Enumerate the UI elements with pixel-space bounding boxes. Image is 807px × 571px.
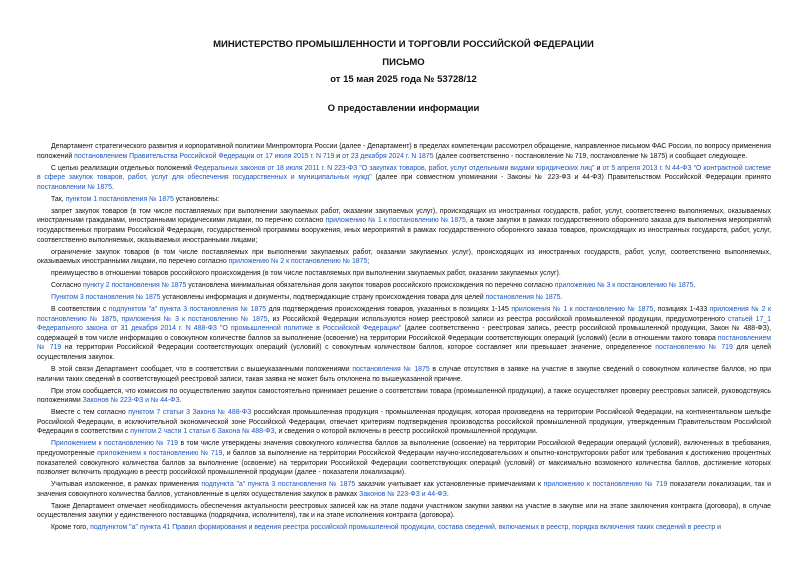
text-fragment: запрет закупок товаров (в том числе поставляемых при выполнении закупаемых работ, оказании закупаемых услуг), происходящих из иностранных государств, работ, услуг, соответственно выполняемых, оказываемых иностранными гражданами, иностранными юридическими лицами, по перечню согласно (37, 207, 771, 225)
text-fragment: на территории Российской Федерации соответствующих операций (условий) с совокупным количеством баллов, которое составляет или превышает значение, определенное (61, 344, 656, 352)
link-resolution-1875-clause-1[interactable]: пунктом 1 постановления № 1875 (65, 195, 174, 203)
paragraph (37, 480, 771, 499)
paragraph (37, 281, 771, 291)
text-fragment: установлены информация и документы, подтверждающие страну происхождения товара для целей (160, 294, 486, 302)
paragraph (37, 523, 771, 533)
text-fragment: заказчик учитывает как установленные примечаниями к (355, 481, 544, 489)
paragraph (37, 195, 771, 205)
ministry-title: МИНИСТЕРСТВО ПРОМЫШЛЕННОСТИ И ТОРГОВЛИ РОССИЙСКОЙ ФЕДЕРАЦИИ (213, 39, 594, 50)
text-fragment: российская промышленная продукция - промышленная продукция, которая произведена на территории Российской Федерации, на континентальном шельфе Российской Федерации, в исключительной экономической зоне Российской Федерации, отвечает критериям подтверждения производства российской промышленной продукции, утвержденным Правительством Российской Федерации в соответствии с (37, 409, 771, 436)
text-fragment: в том числе утверждены значения совокупного количества баллов за выполнение (освоение) на территории Российской Федерации операций (условий), включенных в требования, предусмотренные (37, 440, 771, 457)
link-resolution-1875[interactable]: постановления № 1875 (352, 365, 430, 373)
link-appendix-1[interactable]: приложению № 1 к постановлению № 1875 (325, 217, 466, 225)
text-fragment: . (560, 294, 563, 302)
link-resolution-1875-clause-2[interactable]: пункту 2 постановления № 1875 (83, 282, 187, 290)
link-subclause-a-clause-3[interactable]: подпункта "а" пункта 3 постановления № 1875 (201, 481, 356, 489)
text-fragment: Кроме того, (51, 524, 91, 532)
document-subject: О предоставлении информации (327, 103, 480, 114)
text-fragment: , из Российской Федерации используются номер реестровой записи из реестра российской промышленной продукции, предусмотренного (267, 315, 728, 323)
link-law-44[interactable]: от 5 апреля 2013 г. N 44-ФЗ "О контрактной системе в сфере закупок товаров, работ, услуг для обеспечения государственных и муниципальных нужд" (37, 164, 771, 182)
link-resolution-1875[interactable]: постановлении № 1875 (37, 183, 112, 191)
link-law-488-article-6[interactable]: пунктом 2 части 1 статьи 6 Закона № 488-ФЗ (130, 428, 275, 436)
text-fragment: ограничение закупок товаров (в том числе поставляемых при выполнении закупаемых работ, оказании закупаемых услуг), происходящих из иностранных государств, работ, услуг, соответственно выполняемых, оказываемых иностранными лицами, по перечню согласно (37, 248, 771, 266)
link-appendix-1[interactable]: приложения № 1 к постановлению № 1875 (511, 306, 654, 314)
text-fragment: , позициях 1-433 (653, 306, 710, 314)
paragraph (37, 439, 771, 477)
text-fragment: Также Департамент отмечает необходимость обеспечения актуальности реестровых записей как на этапе подачи участником закупки заявки на участие в закупке или на этапе заключения контракта (договора), в случае осуществления закупки у единственного поставщика (подрядчика, исполнителя), так и на этапе исполнения контракта (договора). (37, 502, 771, 520)
link-resolution-719[interactable]: постановлению № 719 (655, 344, 733, 352)
paragraph (37, 408, 771, 437)
text-fragment: преимущество в отношении товаров российского происхождения (в том числе поставляемых при выполнении закупаемых работ, оказании закупаемых услуг). (51, 270, 561, 278)
link-appendix-3[interactable]: приложения № 3 к постановлению № 1875 (121, 315, 268, 323)
text-fragment: Учитывая изложенное, в рамках применения (51, 481, 202, 489)
link-appendix-719[interactable]: приложению к постановлению № 719 (543, 481, 668, 489)
text-fragment: Согласно (51, 282, 84, 290)
text-fragment: показатели локализации, так и значения совокупного количества баллов, установленные в целях осуществления закупок в рамках (37, 481, 771, 498)
text-fragment: . (179, 397, 182, 405)
link-resolution-1875[interactable]: постановления № 1875 (485, 294, 561, 302)
text-fragment: и (594, 164, 603, 172)
text-fragment: в случае отсутствия в заявке на участие в закупке сведений о совокупном количестве баллов, но при наличии таких сведений в соответствующей реестровой записи, такая заявка не может быть отклонена по вышеуказанной причине. (37, 365, 771, 383)
text-fragment: (далее соответственно - постановление № 719, постановление № 1875) и сообщает следующее. (433, 152, 748, 160)
text-fragment: Департамент стратегического развития и корпоративной политики Минпромторга России (далее - Департамент) в пределах компетенции рассмотрел обращение, направленное письмом ФАС России, по вопросу применения положений (37, 143, 771, 160)
link-appendix-2[interactable]: приложению № 2 к постановлению № 1875 (228, 258, 368, 266)
paragraph (37, 305, 771, 363)
text-fragment: установлена минимальная обязательная доля закупок товаров российского происхождения по перечню согласно (186, 282, 555, 290)
text-fragment: В этой связи Департамент сообщает, что в соответствии с вышеуказанными положениями (51, 365, 353, 373)
link-laws-223-44[interactable]: Законов № 223-ФЗ и № 44-ФЗ (82, 397, 180, 405)
text-fragment: ; (367, 258, 370, 266)
text-fragment: установлены: (173, 195, 220, 203)
paragraph (37, 269, 771, 279)
link-registry-rules-clause-41[interactable]: подпунктом "а" пункта 41 Правил формирования и ведения реестра российской промышленной продукции, состава сведений, включаемых в реестр, порядка включения таких сведений в реестр и (90, 524, 722, 532)
link-appendix-719[interactable]: приложением к постановлению № 719 (97, 449, 223, 457)
document-type: ПИСЬМО (382, 57, 425, 68)
link-law-488-clause-7[interactable]: пунктом 7 статьи 3 Закона № 488-ФЗ (128, 409, 252, 417)
text-fragment: (далее соответственно - реестровая запись, реестр российской промышленной продукции, Закон № 488-ФЗ), содержащей в том числе информацию о совокупном количестве баллов за выполнение (освоение) на территории Российской Федерации соответствующих операций (условий) (если в отношении такого товара (37, 325, 771, 342)
paragraph (37, 207, 771, 245)
paragraph (37, 164, 771, 193)
paragraph (37, 365, 771, 384)
link-appendix-719[interactable]: Приложением к постановлению № 719 (51, 440, 179, 448)
text-fragment: Вместе с тем согласно (51, 409, 129, 417)
text-fragment: Так, (51, 195, 66, 203)
text-fragment: . (693, 282, 696, 290)
text-fragment: для целей осуществления закупок. (37, 344, 771, 361)
paragraph (37, 293, 771, 303)
link-laws-223-44[interactable]: Законов № 223-ФЗ и 44-ФЗ (359, 490, 447, 498)
link-resolution-719[interactable]: постановлением № 719 (37, 334, 771, 352)
link-resolution-1875[interactable]: от 23 декабря 2024 г. N 1875 (342, 152, 434, 160)
text-fragment: . (111, 183, 114, 191)
text-fragment: С целью реализации отдельных положений (51, 164, 194, 172)
link-resolution-719[interactable]: постановлением Правительства Российской Федерации от 17 июля 2015 г. N 719 (74, 152, 335, 160)
document-body (37, 142, 771, 535)
text-fragment: (далее при совместном упоминании - Законы № 223-ФЗ и 44-ФЗ) Правительством Российской Федерации принято (371, 174, 771, 182)
text-fragment: . (446, 490, 449, 498)
link-resolution-1875-clause-3[interactable]: Пунктом 3 постановления № 1875 (51, 294, 161, 302)
link-law-488-article-17-1[interactable]: статьей 17_1 Федерального закона от 31 декабря 2014 г. N 488-ФЗ "О промышленной политике в Российской Федерации" (37, 315, 771, 333)
text-fragment: , а также закупки в рамках государственного оборонного заказа для выполнения мероприятий государственных программ Российской Федерации, государственной программы вооружения, иных мероприятий в рамках государственного оборонного заказа товаров, происходящих из иностранных государств, работ, услуг, соответственно выполняемых, оказываемых иностранными лицами; (37, 217, 771, 244)
text-fragment: , и баллов за выполнение на территории Российской Федерации научно-исследовательских и опытно-конструкторских работ или требования к достижению процентных показателей совокупного количества баллов за выполнение (освоение) на территории Российской Федерации соответствующих операций (условий) от максимально возможного количества баллов, достижение которых позволяет включить продукцию в реестр российской промышленной продукции (далее - показатели локализации). (37, 449, 771, 477)
text-fragment: и (334, 152, 343, 160)
document-date: от 15 мая 2025 года № 53728/12 (330, 74, 477, 85)
text-fragment: , (116, 315, 122, 323)
link-appendix-2[interactable]: приложения № 2 к постановлению № 1875 (37, 306, 772, 323)
link-subclause-a-clause-3[interactable]: подпунктом "а" пункта 3 постановления № 1875 (108, 306, 267, 314)
text-fragment: В соответствии с (51, 306, 109, 314)
text-fragment: При этом сообщается, что комиссия по осуществлению закупок самостоятельно принимает решение о соответствии товара (промышленной продукции), а также осуществляет проверку реестровых записей, руководствуясь положениями (37, 387, 771, 405)
text-fragment: , и сведения о которой включены в реестр российской промышленной продукции. (274, 428, 538, 436)
link-law-223[interactable]: Федеральных законов от 18 июля 2011 г. N 223-ФЗ "О закупках товаров, работ, услуг отдельными видами юридических лиц" (193, 164, 595, 172)
paragraph (37, 502, 771, 521)
link-appendix-3[interactable]: приложению № 3 к постановлению № 1875 (554, 282, 694, 290)
paragraph (37, 142, 771, 161)
text-fragment: для подтверждения происхождения товаров, указанных в позициях 1-145 (266, 306, 512, 314)
paragraph (37, 387, 771, 406)
paragraph (37, 248, 771, 267)
